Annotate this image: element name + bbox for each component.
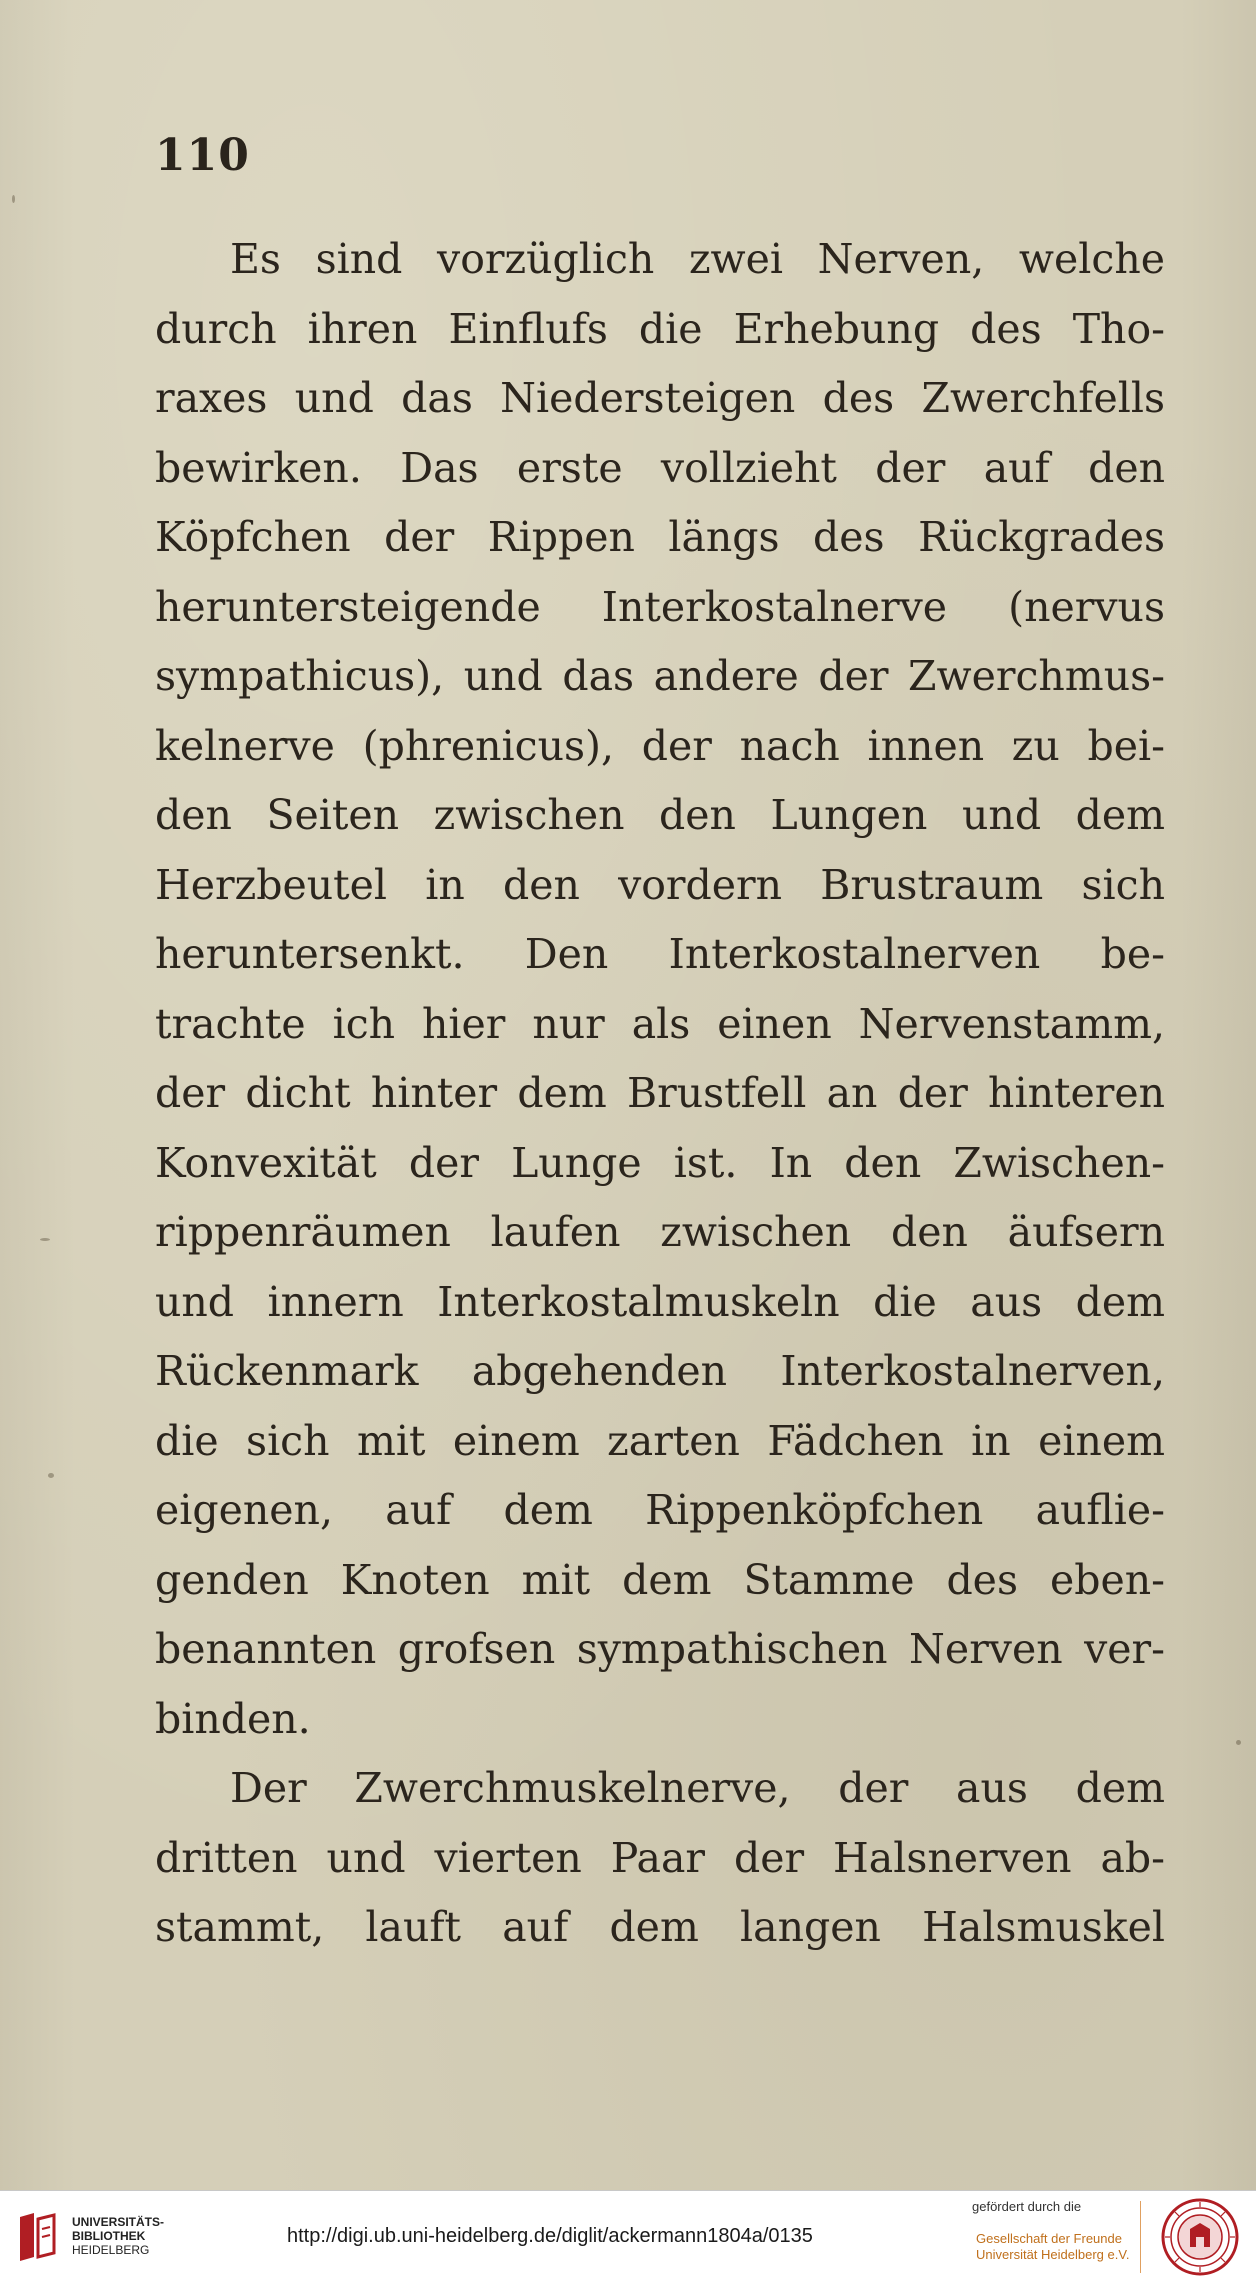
university-seal-icon bbox=[1160, 2197, 1240, 2277]
library-logo-icon bbox=[14, 2209, 64, 2263]
text-line: Konvexität der Lunge ist. In den Zwischen- bbox=[155, 1138, 1165, 1187]
paper-spot bbox=[40, 1238, 50, 1241]
text-line: kelnerve (phrenicus), der nach innen zu bei- bbox=[155, 721, 1165, 770]
sponsor-name-line: Universität Heidelberg e.V. bbox=[976, 2247, 1130, 2262]
page-number: 110 bbox=[155, 130, 250, 181]
text-line: heruntersteigende Interkostalnerve (nervus bbox=[155, 582, 1165, 631]
text-line: Es sind vorzüglich zwei Nerven, welche bbox=[230, 235, 1165, 283]
sponsor-name bbox=[976, 2231, 1129, 2263]
text-line: Der Zwerchmuskelnerve, der aus dem bbox=[230, 1764, 1165, 1812]
footer-divider bbox=[1140, 2201, 1141, 2273]
paper-spot bbox=[48, 1473, 54, 1478]
text-line: dritten und vierten Paar der Halsnerven ab- bbox=[155, 1833, 1165, 1882]
text-line: durch ihren Einflufs die Erhebung des Tho- bbox=[155, 304, 1165, 353]
text-line: benannten grofsen sympathischen Nerven ver- bbox=[155, 1625, 1165, 1673]
text-line: trachte ich hier nur als einen Nervenstamm, bbox=[155, 999, 1165, 1048]
permalink-url[interactable]: http://digi.ub.uni-heidelberg.de/diglit/ackermann1804a/0135 bbox=[287, 2225, 813, 2247]
paper-spot bbox=[12, 195, 15, 203]
library-name-line: HEIDELBERG bbox=[72, 2243, 150, 2257]
text-line: und innern Interkostalmuskeln die aus dem bbox=[155, 1277, 1165, 1326]
text-line: die sich mit einem zarten Fädchen in einem bbox=[155, 1416, 1165, 1465]
text-line: rippenräumen laufen zwischen den äufsern bbox=[155, 1208, 1165, 1256]
text-line: sympathicus), und das andere der Zwerchmus- bbox=[155, 652, 1165, 700]
text-line: eigenen, auf dem Rippenköpfchen auflie- bbox=[155, 1486, 1165, 1534]
library-name bbox=[72, 2215, 164, 2257]
text-line: stammt, lauft auf dem langen Halsmuskel bbox=[155, 1903, 1165, 1951]
text-line: Herzbeutel in den vordern Brustraum sich bbox=[155, 860, 1165, 909]
text-line: Köpfchen der Rippen längs des Rückgrades bbox=[155, 513, 1165, 561]
text-line: Rückenmark abgehenden Interkostalnerven, bbox=[155, 1347, 1165, 1395]
text-line: der dicht hinter dem Brustfell an der hinteren bbox=[155, 1069, 1165, 1117]
text-line: bewirken. Das erste vollzieht der auf den bbox=[155, 443, 1165, 492]
text-line: heruntersenkt. Den Interkostalnerven be- bbox=[155, 930, 1165, 978]
text-line: binden. bbox=[155, 1694, 311, 1743]
text-line: raxes und das Niedersteigen des Zwerchfells bbox=[155, 374, 1165, 422]
library-name-line: UNIVERSITÄTS- bbox=[72, 2215, 165, 2229]
text-line: genden Knoten mit dem Stamme des eben- bbox=[155, 1555, 1165, 1604]
text-line: den Seiten zwischen den Lungen und dem bbox=[155, 791, 1165, 839]
sponsor-lead-text: gefördert durch die bbox=[972, 2199, 1082, 2214]
body-text bbox=[155, 225, 1165, 1963]
library-name-line: BIBLIOTHEK bbox=[72, 2229, 146, 2243]
paper-spot bbox=[1236, 1740, 1241, 1745]
sponsor-name-line: Gesellschaft der Freunde bbox=[976, 2231, 1122, 2246]
footer-banner bbox=[0, 2190, 1256, 2282]
